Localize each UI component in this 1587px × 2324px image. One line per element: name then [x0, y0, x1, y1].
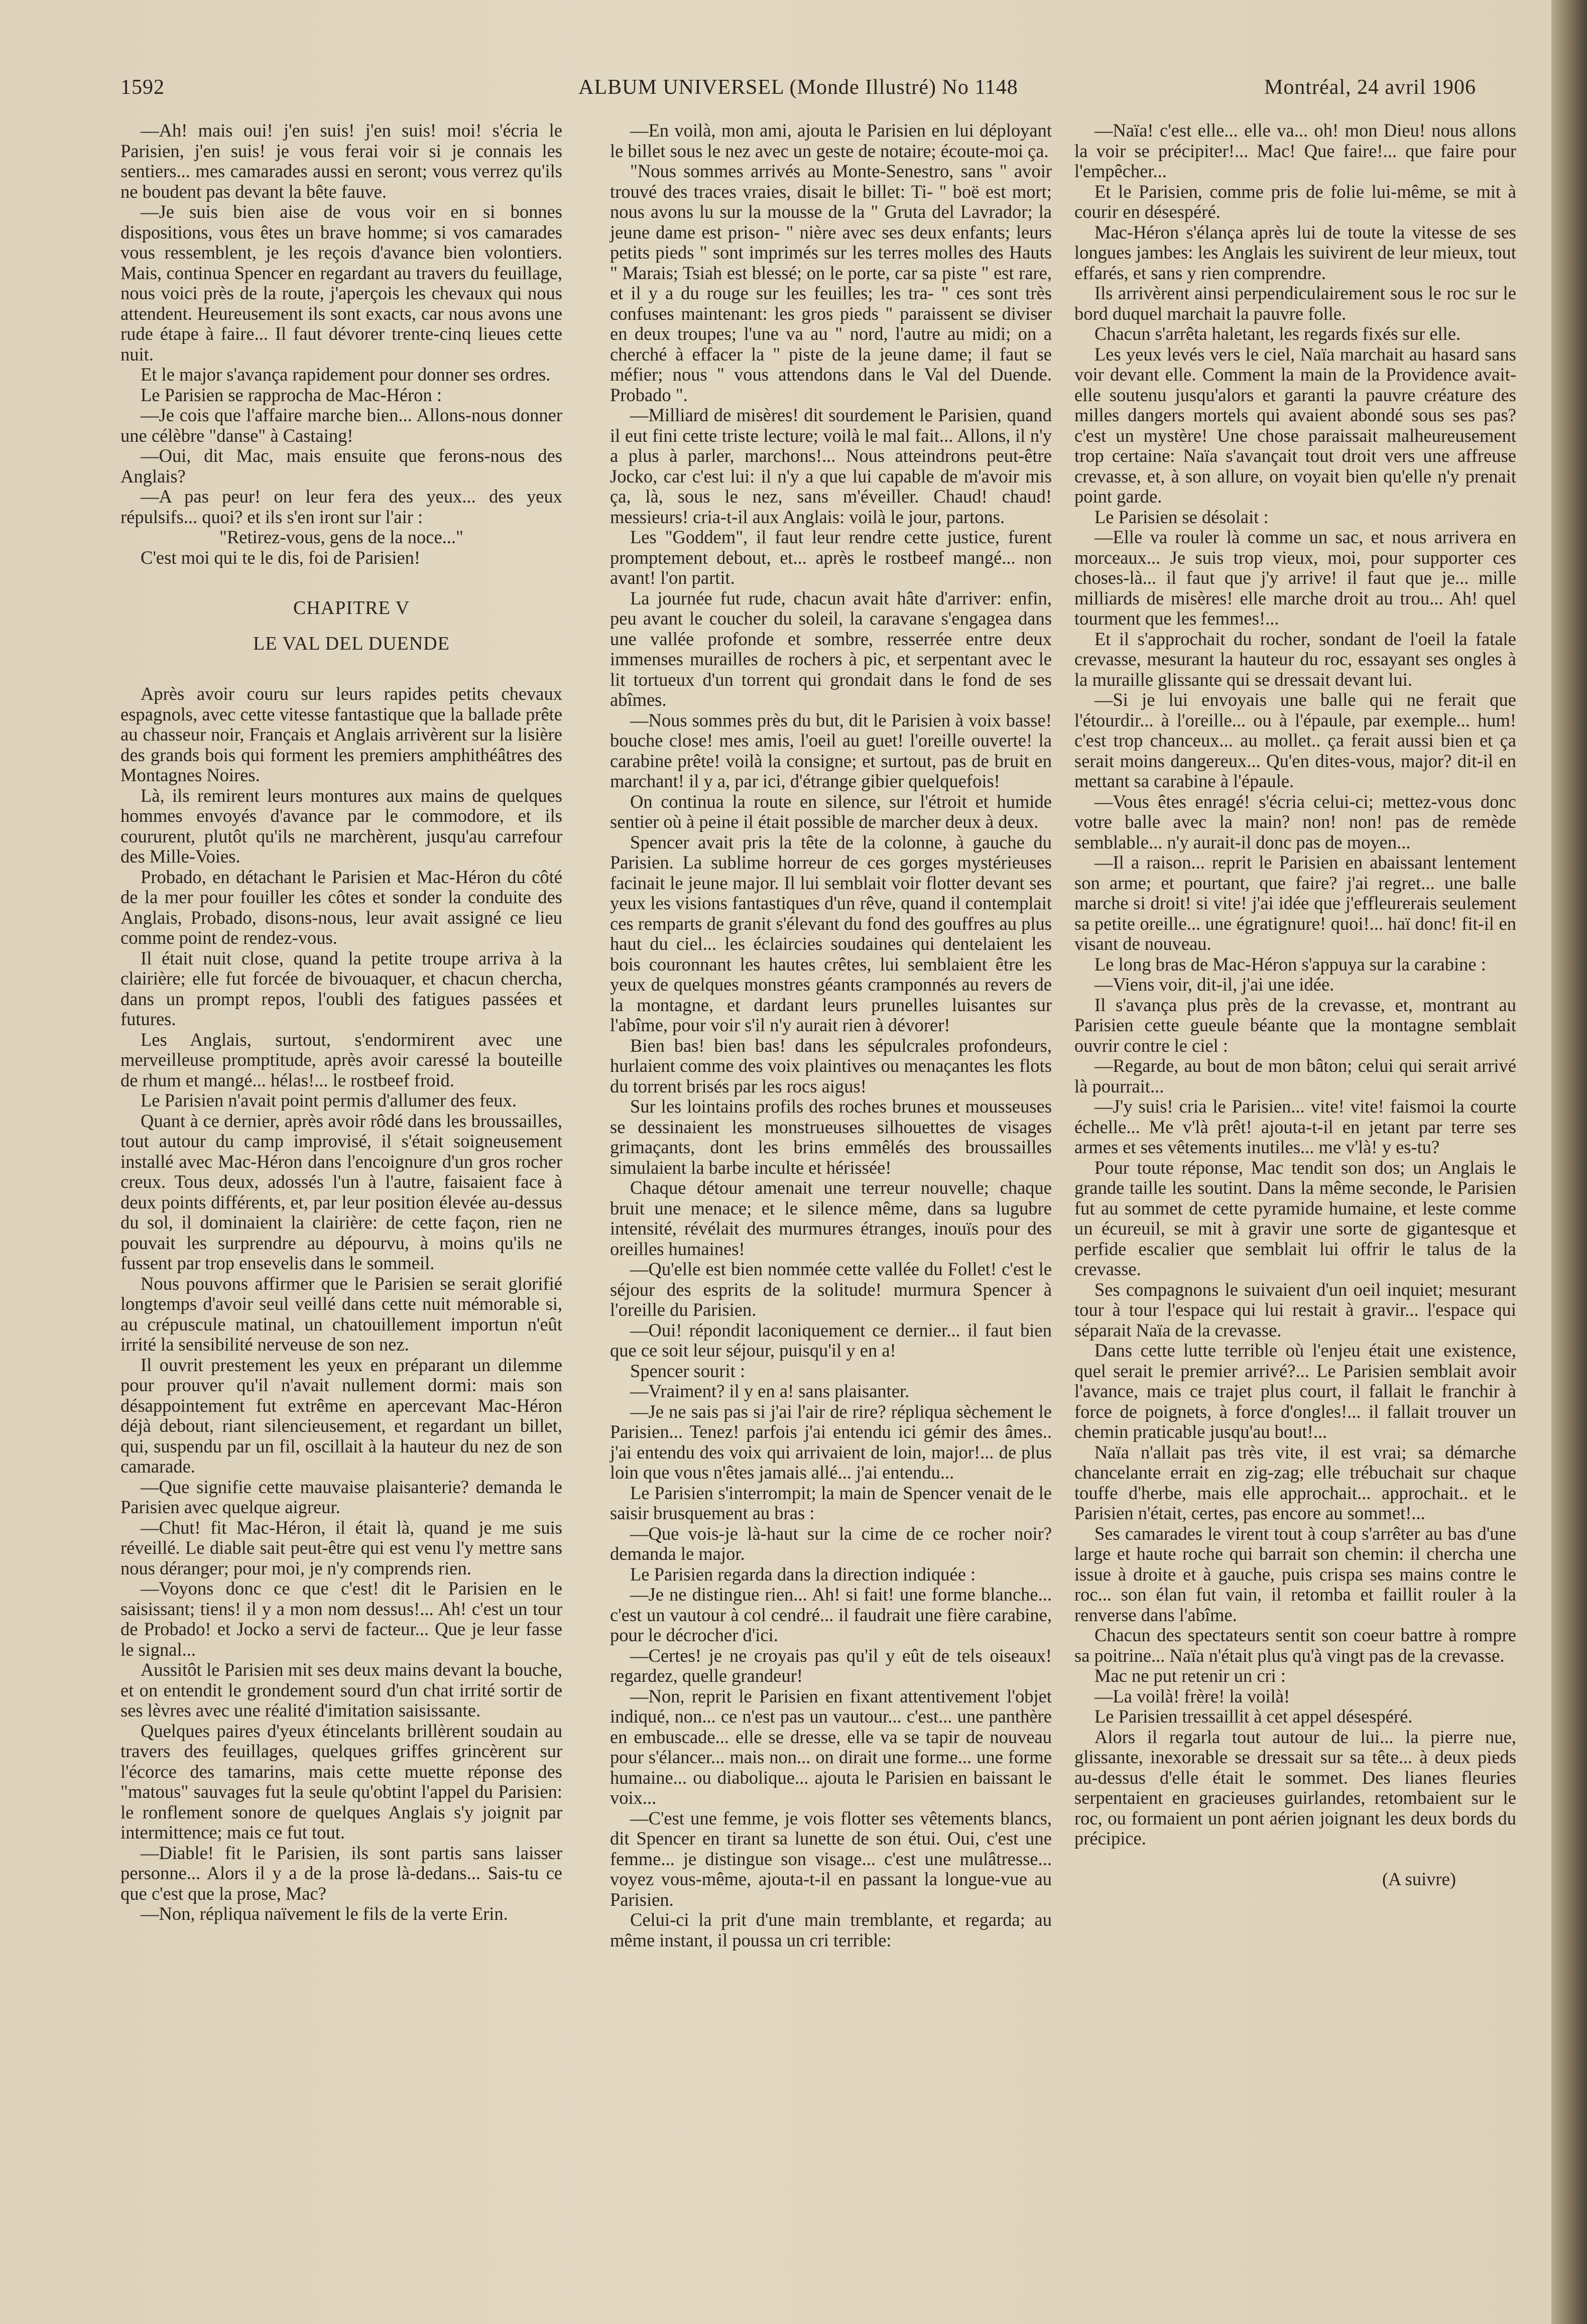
paragraph: —A pas peur! on leur fera des yeux... des yeux répulsifs... quoi? et ils s'en iront sur l'air :: [120, 486, 562, 527]
paragraph: Bien bas! bien bas! dans les sépulcrales profondeurs, hurlaient comme des voix plaintives ou menaçantes les flots du torrent brisés par les rocs aigus!: [610, 1035, 1052, 1096]
paragraph: —En voilà, mon ami, ajouta le Parisien en lui déployant le billet sous le nez avec un geste de notaire; écoute-moi ça.: [610, 120, 1052, 161]
paragraph: La journée fut rude, chacun avait hâte d'arriver: enfin, peu avant le coucher du soleil, la caravane s'engagea dans une vallée profonde et sombre, resserrée entre deux immenses murailles de rochers à pic, et serpentant avec le lit tortueux d'un torrent qui grondait dans le fond de ses abîmes.: [610, 587, 1052, 710]
paragraph: Et le major s'avança rapidement pour donner ses ordres.: [141, 364, 551, 385]
paragraph: Le Parisien tressaillit à cet appel désespéré.: [1094, 1706, 1413, 1727]
paragraph: Spencer avait pris la tête de la colonne, à gauche du Parisien. La sublime horreur de ces gorges mystérieuses facinait le jeune major. Il lui semblait voir flotter devant ses yeux les visions fantastiques d'un rêve, quand il contemplait ces remparts de granit s'élevant du fond des gouffres au plus haut du ciel... les éclaircies soudaines qui dentelaient les bois couronnant les hautes crêtes, lui semblaient être les yeux de quelques monstres géants cramponnés au revers de la montagne, et dardant leurs prunelles luisantes sur l'abîme, pour voir s'il n'y aurait rien à dévorer!: [610, 831, 1052, 1035]
paragraph: Les "Goddem", il faut leur rendre cette justice, furent promptement debout, et... après le rostbeef mangé... non avant! l'on partit.: [610, 527, 1052, 588]
paragraph: Les yeux levés vers le ciel, Naïa marchait au hasard sans voir devant elle. Comment la main de la Providence avait-elle soutenu jusqu'alors et garanti la pauvre créature des milles dangers mortels qui avaient abondé sous ses pas? c'est un mystère! Une chose paraissait malheureusement trop certaine: Naïa s'avançait tout droit vers une affreuse crevasse, et, à son allure, on voyait bien qu'elle n'y prenait point garde.: [1074, 343, 1516, 507]
paragraph: —Que signifie cette mauvaise plaisanterie? demanda le Parisien avec quelque aigreur.: [120, 1476, 562, 1517]
paragraph: —La voilà! frère! la voilà!: [1094, 1685, 1290, 1706]
page-number: 1592: [120, 76, 165, 99]
chapter-title: LE VAL DEL DUENDE: [253, 633, 450, 654]
to-be-continued: (A suivre): [1382, 1868, 1456, 1889]
paragraph: Il ouvrit prestement les yeux en préparant un dilemme pour prouver qu'il n'avait nullement dormi: mais son désappointement fut extrême en apercevant Mac-Héron déjà debout, riant silencieusement, et regardant un billet, qui, suspendu par un fil, oscillait à la hauteur du nez de son camarade.: [120, 1354, 562, 1477]
paragraph: On continua la route en silence, sur l'étroit et humide sentier où à peine il était possible de marcher deux à deux.: [610, 791, 1052, 832]
paragraph: —Je ne distingue rien... Ah! si fait! une forme blanche... c'est un vautour à col cendré... il faudrait une fière carabine, pour le décrocher d'ici.: [610, 1584, 1052, 1645]
paragraph: —Je cois que l'affaire marche bien... Allons-nous donner une célèbre "danse" à Castaing!: [120, 405, 562, 446]
publication-title: ALBUM UNIVERSEL (Monde Illustré) No 1148: [578, 76, 1018, 99]
paragraph: Aussitôt le Parisien mit ses deux mains devant la bouche, et on entendit le grondement sourd d'un chat irrité sortir de ses lèvres avec une réalité d'imitation saisissante.: [120, 1659, 562, 1721]
paragraph: Celui-ci la prit d'une main tremblante, et regarda; au même instant, il poussa un cri terrible:: [610, 1909, 1052, 1950]
paragraph: Il s'avança plus près de la crevasse, et, montrant au Parisien cette gueule béante que la montagne semblait ouvrir contre le ciel :: [1074, 994, 1516, 1056]
paragraph: —Voyons donc ce que c'est! dit le Parisien en le saisissant; tiens! il y a mon nom dessus!... Ah! c'est un tour de Probado! et Jocko a servi de facteur... Que je leur fasse le signal...: [120, 1578, 562, 1660]
paragraph: Quelques paires d'yeux étincelants brillèrent soudain au travers des feuillages, quelques griffes grincèrent sur l'écorce des tamarins, mais cette muette réponse des "matous" sauvages fut la seule qu'obtint l'appel du Parisien: le ronflement sonore de quelques Anglais s'y joignit par intermittence; mais ce fut tout.: [120, 1720, 562, 1843]
paragraph: —Non, reprit le Parisien en fixant attentivement l'objet indiqué, non... ce n'est pas un vautour... c'est... une panthère en embuscade... elle se dresse, elle va se tapir de nouveau pour s'élancer... mais non... on dirait une forme... une forme humaine... ou diabolique... ajouta le Parisien en baissant le voix...: [610, 1685, 1052, 1808]
paragraph: Nous pouvons affirmer que le Parisien se serait glorifié longtemps d'avoir seul veillé dans cette nuit mémorable si, au crépuscule matinal, un chatouillement importun n'eût irrité la sensibilité nerveuse de son nez.: [120, 1273, 562, 1355]
paragraph: Ils arrivèrent ainsi perpendiculairement sous le roc sur le bord duquel marchait la pauvre folle.: [1074, 283, 1516, 324]
paragraph: —Si je lui envoyais une balle qui ne ferait que l'étourdir... à l'oreille... ou à l'épaule, par exemple... hum! c'est trop chanceux... au mollet.. ça ferait aussi bien et ça serait moins dangereux... Qu'en dites-vous, major? dit-il en mettant sa carabine à l'épaule.: [1074, 689, 1516, 791]
paragraph: Il était nuit close, quand la petite troupe arriva à la clairière; elle fut forcée de bivouaquer, et chacun chercha, dans un prompt repos, l'oubli des fatigues passées et futures.: [120, 947, 562, 1029]
paragraph: —Vraiment? il y en a! sans plaisanter.: [630, 1381, 910, 1401]
column-1: [120, 120, 562, 1924]
paragraph: Chacun des spectateurs sentit son coeur battre à rompre sa poitrine... Naïa n'était plus qu'à vingt pas de la crevasse.: [1074, 1625, 1516, 1666]
paragraph: Et le Parisien, comme pris de folie lui-même, se mit à courir en désespéré.: [1074, 181, 1516, 222]
chapter-heading: CHAPITRE V: [293, 597, 410, 619]
page-header: [120, 75, 1476, 105]
paragraph: Le Parisien n'avait point permis d'allumer des feux.: [141, 1090, 517, 1111]
paragraph: Quant à ce dernier, après avoir rôdé dans les broussailles, tout autour du camp improvisé, il s'était soigneusement installé avec Mac-Héron dans l'encoignure d'un gros rocher creux. Tous deux, adossés l'un à l'autre, faisaient face à deux points différents, et, par leur position élevée au-dessus du sol, il dominaient la clairière: de cette façon, rien ne pouvait les surprendre au dépourvu, à moins qu'ils ne fussent par trop ensevelis dans le sommeil.: [120, 1110, 562, 1273]
paragraph: Naïa n'allait pas très vite, il est vrai; sa démarche chancelante errait en zig-zag; elle trébuchait sur chaque touffe d'herbe, mais elle approchait... approchait.. et le Parisien n'était, certes, pas encore au sommet!...: [1074, 1441, 1516, 1523]
paragraph: —Je ne sais pas si j'ai l'air de rire? répliqua sèchement le Parisien... Tenez! parfois j'ai entendu ici gémir des âmes.. j'ai entendu des voix qui arrivaient de loin, major!... de plus loin que vous n'êtes jamais allé... j'ai entendu...: [610, 1401, 1052, 1483]
paragraph: Le long bras de Mac-Héron s'appuya sur la carabine :: [1094, 953, 1486, 974]
paragraph: Chaque détour amenait une terreur nouvelle; chaque bruit une menace; et le silence même, dans sa lugubre intensité, révélait des murmures étranges, inouïs pour des oreilles humaines!: [610, 1177, 1052, 1259]
paragraph: Le Parisien s'interrompit; la main de Spencer venait de le saisir brusquement au bras :: [610, 1482, 1052, 1523]
paragraph: —C'est une femme, je vois flotter ses vêtements blancs, dit Spencer en tirant sa lunette de son étui. Oui, c'est une femme... je distingue son visage... c'est une mulâtresse... voyez vous-même, ajouta-t-il en passant la longue-vue au Parisien.: [610, 1807, 1052, 1910]
paragraph: Chacun s'arrêta haletant, les regards fixés sur elle.: [1094, 323, 1461, 344]
paragraph: —Milliard de misères! dit sourdement le Parisien, quand il eut fini cette triste lecture; voilà le mal fait... Allons, il n'y a plus à parler, marchons!... Nous atteindrons peut-être Jocko, car c'est lui: il n'y a que lui capable de m'avoir mis ça, là, sous le nez, sans m'éveiller. Chaud! chaud! messieurs! cria-t-il aux Anglais: voilà le jour, partons.: [610, 405, 1052, 527]
paragraph: —Oui, dit Mac, mais ensuite que ferons-nous des Anglais?: [120, 445, 562, 486]
column-2: [610, 120, 1052, 1950]
paragraph: —Nous sommes près du but, dit le Parisien à voix basse! bouche close! mes amis, l'oeil au guet! l'oreille ouverte! la carabine prête! voilà la consigne; et surtout, pas de bruit en marchant! il y a, par ici, d'étrange gibier quelquefois!: [610, 709, 1052, 791]
paragraph: Ses compagnons le suivaient d'un oeil inquiet; mesurant tour à tour l'espace qui lui restait à gravir... l'espace qui séparait Naïa de la crevasse.: [1074, 1279, 1516, 1340]
paragraph: —Vous êtes enragé! s'écria celui-ci; mettez-vous donc votre balle avec la main? non! non! pas de remède semblable... n'y aurait-il donc pas de moyen...: [1074, 791, 1516, 852]
paragraph: Le Parisien regarda dans la direction indiquée :: [630, 1563, 976, 1584]
paragraph: Ses camarades le virent tout à coup s'arrêter au bas d'une large et haute roche qui barrait son chemin: il chercha une issue à droite et à gauche, puis crispa ses mains contre le roc... son élan fut vain, il retomba et faillit rouler à la renverse dans l'abîme.: [1074, 1523, 1516, 1625]
paragraph: —Certes! je ne croyais pas qu'il y eût de tels oiseaux! regardez, quelle grandeur!: [610, 1645, 1052, 1686]
paragraph: Dans cette lutte terrible où l'enjeu était une existence, quel serait le premier arrivé?... Le Parisien semblait avoir l'avance, mais ce trajet plus court, il fallait le franchir à force de poignets, à force d'ongles!... il fallait trouver un chemin praticable jusqu'au bout!...: [1074, 1340, 1516, 1442]
paragraph: Spencer sourit :: [630, 1360, 746, 1381]
paragraph: —Regarde, au bout de mon bâton; celui qui serait arrivé là pourrait...: [1074, 1055, 1516, 1096]
paragraph: —Chut! fit Mac-Héron, il était là, quand je me suis réveillé. Le diable sait peut-être qui est venu l'y mettre sans nous déranger; pour moi, je n'y comprends rien.: [120, 1517, 562, 1578]
paragraph: Probado, en détachant le Parisien et Mac-Héron du côté de la mer pour fouiller les côtes et sonder la conduite des Anglais, Probado, disons-nous, leur avait assigné ce lieu comme point de rendez-vous.: [120, 866, 562, 948]
paragraph: Mac-Héron s'élança après lui de toute la vitesse de ses longues jambes: les Anglais les suivirent de leur mieux, tout effarés, et sans y rien comprendre.: [1074, 221, 1516, 283]
paragraph: Mac ne put retenir un cri :: [1094, 1665, 1286, 1686]
paragraph: —Naïa! c'est elle... elle va... oh! mon Dieu! nous allons la voir se précipiter!... Mac! Que faire!... que faire pour l'empêcher...: [1074, 120, 1516, 181]
paragraph: Et il s'approchait du rocher, sondant de l'oeil la fatale crevasse, mesurant la hauteur du roc, essayant ses ongles à la muraille glissante qui se dressait devant lui.: [1074, 628, 1516, 690]
paragraph: —Il a raison... reprit le Parisien en abaissant lentement son arme; et pourtant, que faire? j'ai regret... une balle marche si droit! si vite! j'ai idée que j'effleurerais seulement sa petite oreille... une égratignure! quoi!... haï donc! fit-il en visant de nouveau.: [1074, 852, 1516, 954]
paragraph: —Que vois-je là-haut sur la cime de ce rocher noir? demanda le major.: [610, 1523, 1052, 1564]
paragraph: —Oui! répondit laconiquement ce dernier... il faut bien que ce soit leur séjour, puisqu'il y en a!: [610, 1319, 1052, 1361]
paragraph: —Viens voir, dit-il, j'ai une idée.: [1094, 974, 1334, 995]
paragraph: —Ah! mais oui! j'en suis! j'en suis! moi! s'écria le Parisien, j'en suis! je vous ferai voir si je connais les sentiers... mes camarades aussi en seront; vous verrez qu'ils ne boudent pas devant la bête fauve.: [120, 120, 562, 202]
paragraph: Alors il regarla tout autour de lui... la pierre nue, glissante, inexorable se dressait sur sa tête... à deux pieds au-dessus d'elle était le sommet. Des lianes fleuries serpentaient en gracieuses guirlandes, retombaient sur le roc, ou formaient un pont aérien joignant les deux bords du précipice.: [1074, 1726, 1516, 1849]
paragraph: Les Anglais, surtout, s'endormirent avec une merveilleuse promptitude, après avoir caressé la bouteille de rhum et mangé... hélas!... le rostbeef froid.: [120, 1029, 562, 1090]
binding-shadow: [1551, 0, 1587, 2324]
paragraph: —Elle va rouler là comme un sac, et nous arrivera en morceaux... Je suis trop vieux, moi, pour supporter ces choses-là... il faut que j'y arrive! il faut que je... mille milliards de misères! elle marche droit au trou... Ah! quel tourment que les femmes!...: [1074, 527, 1516, 629]
paragraph: —Je suis bien aise de vous voir en si bonnes dispositions, vous êtes un brave homme; si vos camarades vous ressemblent, je les reçois d'avance bien volontiers. Mais, continua Spencer en regardant au travers du feuillage, nous voici près de la route, j'aperçois les chevaux qui nous attendent. Heureusement ils sont exacts, car nous avons une rude étape à faire... Il faut dévorer trente-cinq lieues cette nuit.: [120, 201, 562, 364]
paragraph: —Qu'elle est bien nommée cette vallée du Follet! c'est le séjour des esprits de la solitude! murmura Spencer à l'oreille du Parisien.: [610, 1259, 1052, 1320]
paragraph: —J'y suis! cria le Parisien... vite! vite! faismoi la courte échelle... Me v'là prêt! ajouta-t-il en jetant par terre ses armes et ses vêtements inutiles... me v'là! y es-tu?: [1074, 1096, 1516, 1157]
paragraph: C'est moi qui te le dis, foi de Parisien!: [141, 547, 421, 568]
paragraph: Le Parisien se désolait :: [1094, 506, 1269, 527]
song-quote: "Retirez-vous, gens de la noce...": [219, 527, 463, 547]
paragraph: Sur les lointains profils des roches brunes et mousseuses se dessinaient les monstrueuses silhouettes de visages grimaçants, dont les brins emmêlés des broussailles simulaient la barbe inculte et hérissée!: [610, 1096, 1052, 1178]
paragraph: Le Parisien se rapprocha de Mac-Héron :: [141, 384, 442, 405]
issue-date: Montréal, 24 avril 1906: [1264, 76, 1476, 99]
paragraph: Après avoir couru sur leurs rapides petits chevaux espagnols, avec cette vitesse fantastique que la ballade prête au chasseur noir, Français et Anglais arrivèrent sur la lisière des grands bois qui forment les premiers amphithéâtres des Montagnes Noires.: [120, 683, 562, 785]
paragraph: Pour toute réponse, Mac tendit son dos; un Anglais le grande taille les soutint. Dans la même seconde, le Parisien fut au sommet de cette pyramide humaine, et leste comme un écureuil, se mit à gravir une sorte de gigantesque et perfide escalier que semblait lui offrir le talus de la crevasse.: [1074, 1157, 1516, 1279]
paragraph: Là, ils remirent leurs montures aux mains de quelques hommes envoyés d'avance par le commodore, et ils coururent, plutôt qu'ils ne marchèrent, jusqu'au carrefour des Mille-Voies.: [120, 785, 562, 867]
column-3: [1074, 120, 1516, 1889]
letter-quote: "Nous sommes arrivés au Monte-Senestro, sans " avoir trouvé des traces vraies, disait le billet: Ti- " boë est mort; nous avons lu sur la mousse de la " Gruta del Lavrador; la jeune dame est prison- " nière avec ses deux enfants; leurs petits pieds " sont imprimés sur les terres molles des Hauts " Marais; Tsiah est blessé; on le porte, car sa piste " est rare, et il y a du rouge sur les feuilles; les tra- " ces sont très confuses maintenant: les gros pieds " paraissent se diviser en deux troupes; l'une va au " nord, l'autre au midi; on a cherché à effacer la " piste de la jeune dame; il faut se méfier; nous " vous attendons dans le Val del Duende. Probado ".: [610, 161, 1052, 405]
paragraph: —Diable! fit le Parisien, ils sont partis sans laisser personne... Alors il y a de la prose là-dedans... Sais-tu ce que c'est que la prose, Mac?: [120, 1842, 562, 1904]
paragraph: —Non, répliqua naïvement le fils de la verte Erin.: [141, 1903, 508, 1924]
